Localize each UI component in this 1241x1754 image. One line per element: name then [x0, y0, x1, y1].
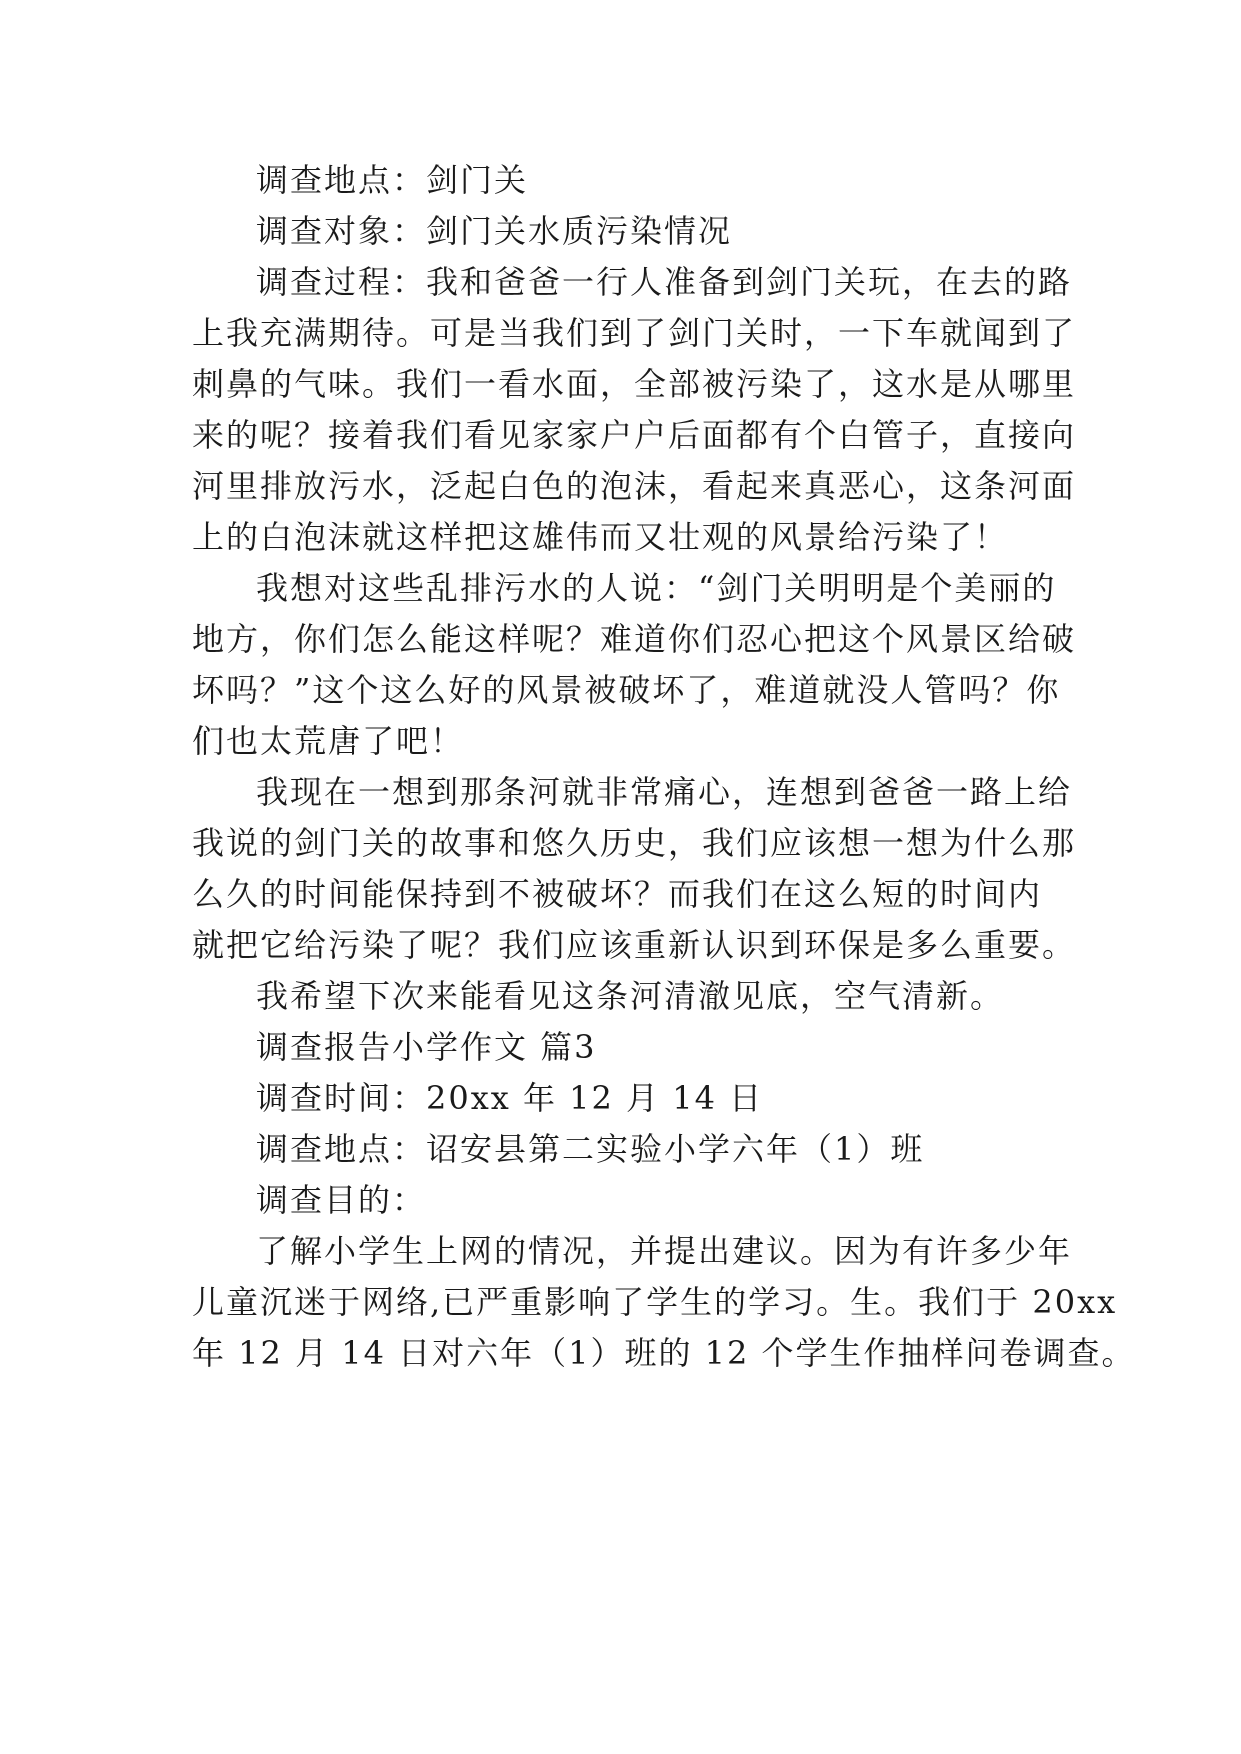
text-line: 么久的时间能保持到不被破坏？而我们在这么短的时间内	[192, 875, 1043, 913]
text-line: 坏吗？”这个这么好的风景被破坏了，难道就没人管吗？你	[192, 671, 1061, 709]
text-line: 调查目的：	[256, 1181, 427, 1219]
text-line: 我现在一想到那条河就非常痛心，连想到爸爸一路上给	[256, 773, 1073, 811]
text-line: 上我充满期待。可是当我们到了剑门关时，一下车就闻到了	[192, 314, 1077, 352]
text-line: 调查时间：20xx 年 12 月 14 日	[256, 1079, 764, 1117]
text-line: 刺鼻的气味。我们一看水面，全部被污染了，这水是从哪里	[192, 365, 1077, 403]
text-line: 调查地点：诏安县第二实验小学六年（1）班	[256, 1130, 925, 1168]
text-line: 我说的剑门关的故事和悠久历史，我们应该想一想为什么那	[192, 824, 1077, 862]
text-line: 调查过程：我和爸爸一行人准备到剑门关玩，在去的路	[256, 263, 1073, 301]
text-line: 了解小学生上网的情况，并提出建议。因为有许多少年	[256, 1232, 1073, 1270]
text-line: 调查地点：剑门关	[256, 161, 529, 199]
text-line: 上的白泡沫就这样把这雄伟而又壮观的风景给污染了！	[192, 518, 1009, 556]
section-heading: 调查报告小学作文 篇3	[256, 1028, 597, 1066]
text-line: 地方，你们怎么能这样呢？难道你们忍心把这个风景区给破	[192, 620, 1077, 658]
text-line: 年 12 月 14 日对六年（1）班的 12 个学生作抽样问卷调查。	[192, 1334, 1136, 1372]
text-line: 就把它给污染了呢？我们应该重新认识到环保是多么重要。	[192, 926, 1077, 964]
text-line: 我想对这些乱排污水的人说：“剑门关明明是个美丽的	[256, 569, 1057, 607]
text-line: 河里排放污水，泛起白色的泡沫，看起来真恶心，这条河面	[192, 467, 1077, 505]
text-line: 来的呢？接着我们看见家家户户后面都有个白管子，直接向	[192, 416, 1077, 454]
text-line: 儿童沉迷于网络,已严重影响了学生的学习。生。我们于 20xx	[192, 1283, 1118, 1321]
text-line: 们也太荒唐了吧！	[192, 722, 465, 760]
text-line: 我希望下次来能看见这条河清澈见底，空气清新。	[256, 977, 1005, 1015]
text-line: 调查对象：剑门关水质污染情况	[256, 212, 733, 250]
